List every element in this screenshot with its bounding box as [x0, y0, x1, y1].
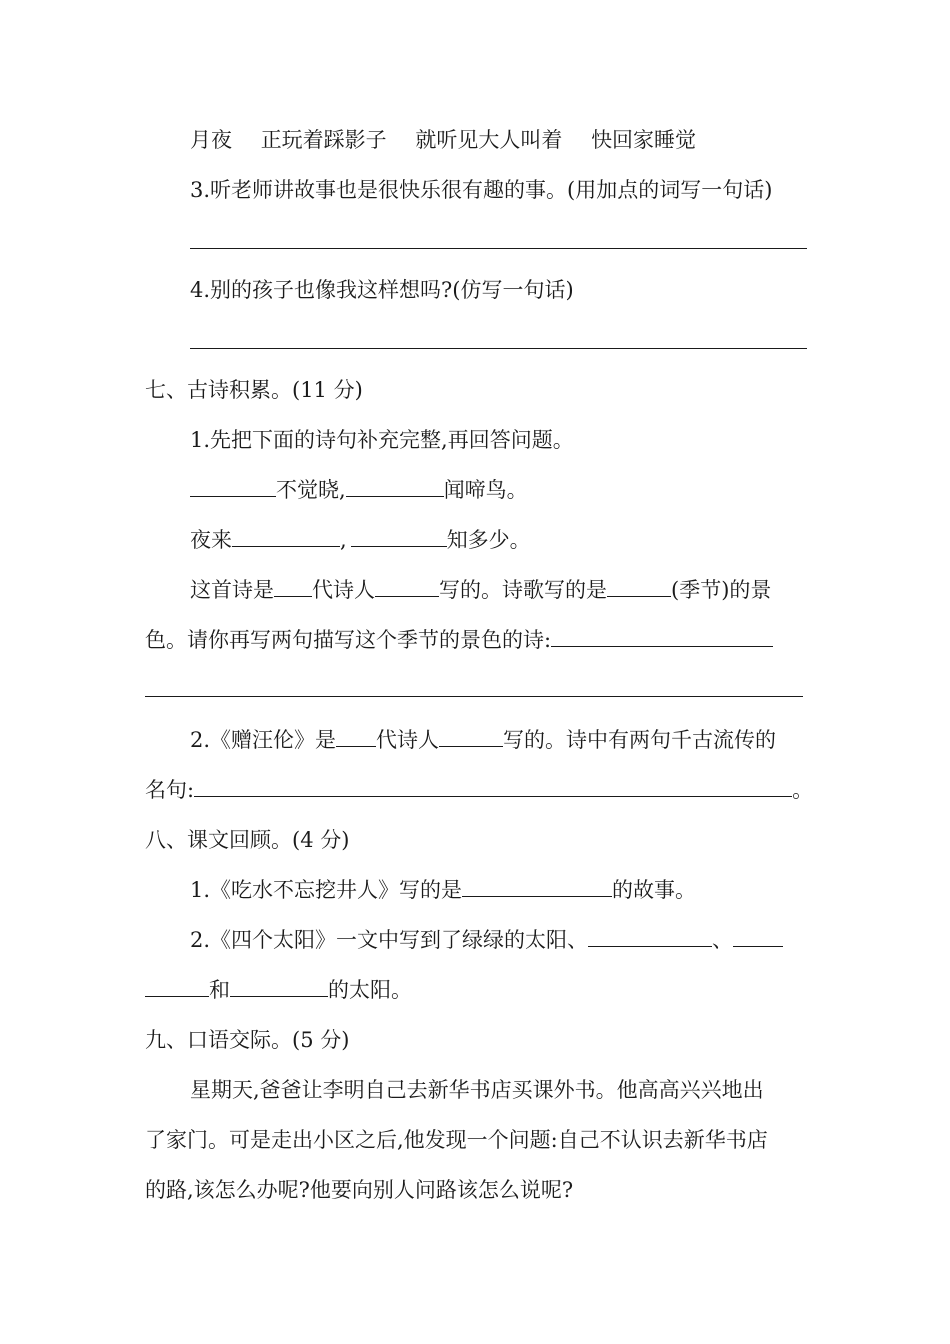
blank-poet-2[interactable] — [439, 726, 503, 747]
item2-end: 。 — [792, 778, 814, 802]
answer-line-item3[interactable] — [190, 248, 807, 249]
blank-sun-2b[interactable] — [145, 976, 209, 997]
phrase-2: 正玩着踩影子 — [260, 128, 387, 152]
answer-line-item4[interactable] — [190, 348, 807, 349]
phrase-1: 月夜 — [190, 128, 232, 152]
sec7-question-line-2 — [145, 626, 773, 654]
section-7-heading: 七、古诗积累。(11 分) — [145, 378, 363, 402]
sec8-item2-a: 2.《四个太阳》一文中写到了绿绿的太阳、 — [190, 928, 589, 952]
blank-poem-1[interactable] — [190, 476, 276, 497]
phrase-4: 快回家睡觉 — [591, 128, 697, 152]
item2-b: 代诗人 — [376, 728, 440, 752]
poem-l2-pre: 夜来 — [190, 528, 232, 552]
blank-dynasty-1[interactable] — [274, 576, 312, 597]
item2-d: 名句: — [145, 778, 195, 802]
q-b: 代诗人 — [312, 578, 375, 602]
blank-season-poem-1[interactable] — [551, 626, 773, 647]
sec8-item2-line-2 — [145, 976, 412, 1004]
blank-poem-4[interactable] — [351, 526, 447, 547]
item2-a: 2.《赠汪伦》是 — [190, 728, 337, 752]
sec9-para-line-3: 的路,该怎么办呢?他要向别人问路该怎么说呢? — [145, 1178, 574, 1202]
sec7-item2-line-1 — [190, 726, 776, 754]
q-a: 这首诗是 — [190, 578, 274, 602]
blank-dynasty-2[interactable] — [336, 726, 376, 747]
blank-story[interactable] — [462, 876, 612, 897]
sec8-item1 — [190, 876, 696, 904]
sec7-item1: 1.先把下面的诗句补充完整,再回答问题。 — [190, 428, 574, 452]
poem-line-1 — [190, 476, 528, 504]
q-e: 色。请你再写两句描写这个季节的景色的诗: — [145, 628, 552, 652]
section-9-heading: 九、口语交际。(5 分) — [145, 1028, 350, 1052]
sec9-para-line-2: 了家门。可是走出小区之后,他发现一个问题:自己不认识去新华书店 — [145, 1128, 768, 1152]
blank-poem-2[interactable] — [346, 476, 444, 497]
q-d: (季节)的景 — [671, 578, 772, 602]
sec8-item1-a: 1.《吃水不忘挖井人》写的是 — [190, 878, 463, 902]
blank-poem-3[interactable] — [232, 526, 340, 547]
sec7-question-line-1 — [190, 576, 771, 604]
q6-item3: 3.听老师讲故事也是很快乐很有趣的事。(用加点的词写一句话) — [190, 178, 773, 202]
blank-poet-1[interactable] — [375, 576, 439, 597]
sec7-item2-line-2 — [145, 776, 813, 804]
q6-item4: 4.别的孩子也像我这样想吗?(仿写一句话) — [190, 278, 574, 302]
poem-l2-b: 知多少。 — [446, 528, 531, 552]
section-8-heading: 八、课文回顾。(4 分) — [145, 828, 350, 852]
poem-line-2 — [190, 526, 531, 554]
blank-season[interactable] — [607, 576, 671, 597]
phrase-3: 就听见大人叫着 — [415, 128, 563, 152]
blank-sun-1[interactable] — [588, 926, 712, 947]
poem-l1-b: 闻啼鸟。 — [443, 478, 528, 502]
poem-l1-a: 不觉晓, — [276, 478, 346, 502]
blank-famous-lines[interactable] — [194, 776, 792, 797]
answer-line-season-poem-2[interactable] — [145, 696, 803, 697]
blank-sun-2a[interactable] — [733, 926, 783, 947]
blank-sun-3[interactable] — [230, 976, 328, 997]
sec8-item2-line-1 — [190, 926, 783, 954]
phrase-row — [190, 126, 696, 154]
sec8-item2-b: 、 — [712, 928, 734, 952]
poem-l2-comma: , — [340, 528, 347, 552]
item2-c: 写的。诗中有两句千古流传的 — [503, 728, 777, 752]
sec9-para-line-1: 星期天,爸爸让李明自己去新华书店买课外书。他高高兴兴地出 — [190, 1078, 764, 1102]
sec8-item2-c: 和 — [209, 978, 230, 1002]
q-c: 写的。诗歌写的是 — [439, 578, 607, 602]
sec8-item2-d: 的太阳。 — [328, 978, 412, 1002]
sec8-item1-b: 的故事。 — [612, 878, 697, 902]
